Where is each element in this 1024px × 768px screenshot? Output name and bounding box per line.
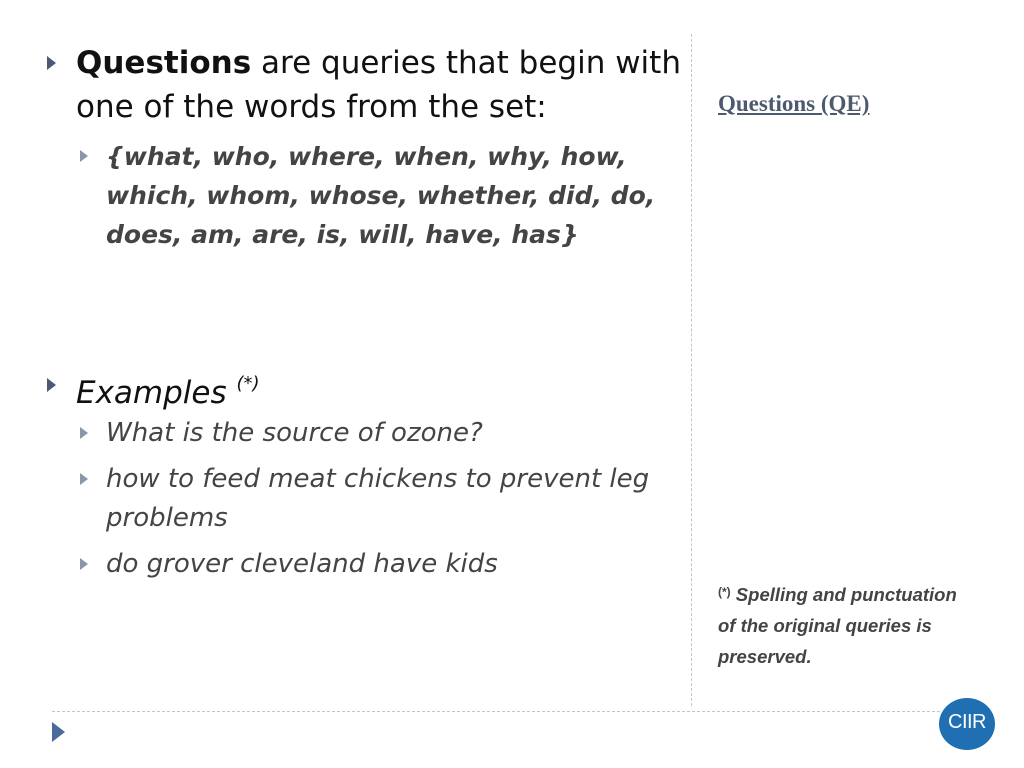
horizontal-divider xyxy=(52,711,940,712)
footnote xyxy=(718,577,998,672)
footnote-marker: (*) xyxy=(718,585,731,599)
sub-bullet-arrow-icon xyxy=(80,558,88,570)
sub-bullet-arrow-icon xyxy=(80,427,88,439)
word-set-line: does, am, are, is, will, have, has} xyxy=(106,220,579,249)
sub-bullet-arrow-icon xyxy=(80,473,88,485)
slide-title: Questions (QE) xyxy=(718,91,870,116)
example-query xyxy=(106,545,686,584)
example-line: do grover cleveland have kids xyxy=(106,549,498,579)
footnote-line: preserved. xyxy=(718,646,812,667)
sub-bullet-arrow-icon xyxy=(80,150,88,162)
logo-text: CIIR xyxy=(948,711,986,733)
next-slide-arrow-icon[interactable] xyxy=(52,722,65,742)
examples-footnote-marker: (*) xyxy=(236,373,260,394)
question-word-set xyxy=(106,137,686,254)
examples-label: Examples xyxy=(76,375,227,411)
questions-line1-rest: are queries that begin with xyxy=(251,45,681,81)
questions-line2: one of the words from the set: xyxy=(76,89,547,125)
footnote-line: of the original queries is xyxy=(718,615,932,636)
questions-definition xyxy=(76,41,686,129)
example-line: problems xyxy=(106,503,228,533)
example-query xyxy=(106,460,686,538)
questions-lead: Questions xyxy=(76,45,252,81)
bullet-arrow-icon xyxy=(47,378,56,392)
example-line: What is the source of ozone? xyxy=(106,418,483,448)
bullet-arrow-icon xyxy=(47,56,56,70)
word-set-line: {what, who, where, when, why, how, xyxy=(106,142,627,171)
example-query xyxy=(106,414,686,453)
word-set-line: which, whom, whose, whether, did, do, xyxy=(106,181,656,210)
vertical-divider xyxy=(691,34,692,706)
ciir-logo xyxy=(939,698,995,750)
footnote-line: Spelling and punctuation xyxy=(730,584,957,605)
example-line: how to feed meat chickens to prevent leg xyxy=(106,464,650,494)
examples-heading xyxy=(76,364,260,413)
